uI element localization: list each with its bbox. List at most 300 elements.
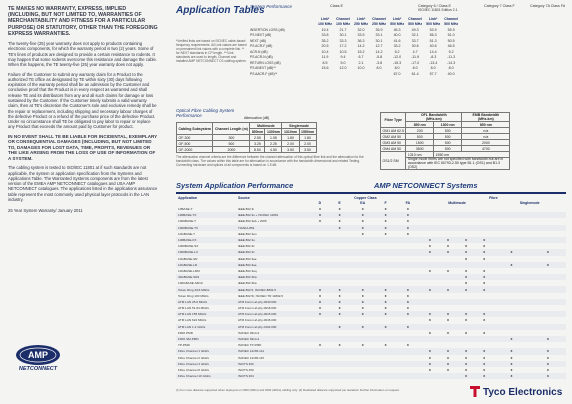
fibre-mark: x bbox=[546, 355, 549, 360]
row-label: PS ACR-N (dB) bbox=[250, 55, 273, 60]
app-source: IEEE 802.3ba bbox=[238, 281, 257, 286]
col-header: 1310nm bbox=[283, 129, 298, 134]
liability-paragraph: IN NO EVENT SHALL TE BE LIABLE FOR INCIDENTAL, EXEMPLARY OR CONSEQUENTIAL DAMAGES (INCLUDING, BUT NOT LIMITED TO, DAMAGES FOR LOST DATA, TIME, PROFITS, REVENUES OR THE LIKE ARISING FROM THE LOSS OF USE OF INFORMATION OF A SYSTEM. bbox=[8, 133, 158, 161]
copper-mark: x bbox=[330, 324, 349, 330]
table-cell: 2.55 bbox=[250, 135, 265, 141]
table-cell: -8.3 bbox=[430, 55, 437, 60]
copper-mark: x bbox=[395, 212, 421, 218]
system-performance-title: System Performance bbox=[250, 4, 293, 9]
table-cell bbox=[334, 71, 352, 77]
copper-mark: x bbox=[330, 311, 349, 317]
col-header: EA bbox=[360, 201, 366, 206]
col-subheader: 500 MHz bbox=[408, 22, 423, 27]
category-7a-label: Category 7A Class FA bbox=[530, 4, 566, 8]
table-row bbox=[177, 147, 317, 153]
row-label: ACR-N (dB) bbox=[250, 49, 268, 54]
copper-mark: x bbox=[376, 286, 395, 292]
table-cell: 4700 bbox=[462, 146, 510, 152]
table-cell: -5.8 bbox=[375, 55, 383, 60]
table-cell: 2.00 bbox=[299, 141, 316, 147]
fibre-bandwidth-section bbox=[380, 112, 565, 170]
col-header: Source bbox=[238, 195, 250, 200]
svg-text:Tyco Electronics: Tyco Electronics bbox=[483, 387, 563, 398]
copper-mark: x bbox=[338, 219, 341, 224]
copper-mark: x bbox=[361, 207, 364, 212]
copper-mark bbox=[349, 373, 376, 379]
copper-mark: x bbox=[384, 306, 387, 311]
col-subheader: 500 MHz bbox=[426, 22, 441, 27]
app-source: IEEE 802.5t, ISO/IEC TR 11802-5 bbox=[238, 293, 284, 298]
app-source: INCITS 406 bbox=[236, 361, 310, 367]
app-source: IEEE 802.3ab + 2005 bbox=[238, 219, 267, 224]
table-cell: 51.0 bbox=[447, 33, 455, 38]
col-header: Link* bbox=[428, 16, 438, 21]
table-cell: 1310 nm bbox=[406, 152, 434, 158]
copper-mark: x bbox=[338, 343, 341, 348]
table-cell: 8.50 bbox=[250, 147, 265, 153]
table-cell bbox=[352, 71, 370, 77]
table-cell: 6.7 bbox=[358, 55, 364, 60]
warranty-paragraph-2: Failure of the Customer to submit any warranty claim for a Product to the authorized TE office as designated by TE within sixty (30) days following expiration of the warranty period shall be an admission by the Customer and conclusive proof that the Product is in every respect as warranted and shall release TE and its distributors from any and all such claims for damage or loss sustained by the Customer. If the Customer timely submits a valid warranty claim, then at TE's discretion the Customer's sole and exclusive remedy shall be the repair or replacement, including shipping and necessary labour charges of the defective Product or a refund of the purchase price of the defective Product. Under no circumstance shall TE be obligated to pay labor to repair or replace any Product that exceeds the amount paid by Customer for product. bbox=[8, 71, 157, 130]
col-header: 850nm bbox=[251, 129, 263, 134]
col-header: FA bbox=[405, 201, 411, 206]
app-source: IEEE 802.3ba bbox=[236, 274, 310, 280]
fibre-mark: x bbox=[465, 281, 468, 286]
copper-mark: x bbox=[310, 299, 330, 305]
table-cell: 12.7 bbox=[375, 44, 383, 49]
fibre-mark: x bbox=[428, 355, 431, 360]
table-cell: 33.3 bbox=[339, 38, 347, 43]
col-header: Link* bbox=[392, 16, 402, 21]
fibre-mark: x bbox=[475, 286, 493, 292]
copper-mark: x bbox=[349, 225, 376, 231]
table-cell: 33.2 bbox=[393, 44, 401, 49]
divider bbox=[176, 192, 566, 194]
optical-note: The attenuation channel criteria are the difference between the channel attenuation of this optical fibre link and the attenuation for the bandwidth class. The values within this table are for attenuation in accordance with the bandwidth dimensional and related Testing. Connecting hardware and splices of all components is based on 1.5 dB. bbox=[176, 155, 364, 167]
fibre-mark: x bbox=[457, 274, 475, 280]
table-cell: 11.9 bbox=[321, 55, 329, 60]
app-source: INCITS 364 bbox=[236, 373, 310, 379]
col-header: E bbox=[338, 201, 341, 206]
table-cell: 14.4 bbox=[429, 49, 437, 54]
fibre-mark: x bbox=[475, 274, 493, 280]
col-header: Channel bbox=[444, 16, 459, 21]
table-cell: 300 bbox=[213, 135, 250, 141]
table-cell: 5.0 bbox=[340, 60, 346, 65]
table-cell: 200 bbox=[406, 128, 434, 134]
fibre-mark bbox=[421, 373, 439, 379]
table-cell: 46.5 bbox=[447, 44, 455, 49]
fibre-mark: x bbox=[428, 367, 431, 372]
app-name: ATM LAN 622 Mbit/s bbox=[178, 318, 207, 323]
fibre-mark: x bbox=[465, 268, 468, 273]
table-cell: 500 bbox=[434, 128, 462, 134]
table-cell: 55.9 bbox=[447, 27, 455, 32]
table-cell: 15.2 bbox=[357, 49, 365, 54]
app-name: ATM LAN 155 Mbit/s bbox=[176, 311, 236, 317]
table-row bbox=[176, 373, 566, 379]
copper-mark: x bbox=[361, 293, 364, 298]
row-label: OM1 AM 62.5 bbox=[382, 128, 404, 133]
fibre-mark: x bbox=[530, 361, 566, 367]
col-header: F bbox=[384, 201, 387, 206]
table-cell: 1.95 bbox=[265, 135, 282, 141]
app-name: 1000BASE-SX bbox=[178, 244, 199, 249]
fibre-mark: x bbox=[530, 249, 566, 255]
copper-mark: x bbox=[395, 311, 421, 317]
copper-mark: x bbox=[384, 207, 387, 212]
table-cell: 53.9 bbox=[429, 27, 437, 32]
fibre-mark: x bbox=[475, 373, 493, 379]
fibre-bandwidth-table bbox=[380, 112, 510, 170]
optical-fibre-table bbox=[176, 122, 317, 153]
table-cell: 1.80 bbox=[299, 135, 316, 141]
app-source: ISO/IEC 9314-3 bbox=[238, 330, 260, 335]
table-cell: -15.3 bbox=[392, 60, 402, 65]
class-e-note: Category 6 / Class E bbox=[418, 4, 451, 8]
copper-mark: x bbox=[376, 299, 395, 305]
fibre-mark: x bbox=[428, 330, 431, 335]
app-source: IEEE 802.3i bbox=[238, 207, 254, 212]
table-cell: 40.0 bbox=[447, 71, 455, 76]
fibre-mark: x bbox=[483, 367, 486, 372]
copper-mark: x bbox=[384, 219, 387, 224]
table-cell: 8.0 bbox=[412, 66, 418, 71]
fibre-mark: x bbox=[428, 268, 431, 273]
fibre-mark: x bbox=[475, 348, 493, 354]
fibre-mark: x bbox=[465, 355, 468, 360]
category-7-label: Category 7 Class F bbox=[484, 4, 515, 8]
app-name: 100GBASE-SR10 bbox=[178, 281, 203, 286]
app-source: ISO/IEC TP-PMD bbox=[238, 343, 262, 348]
table-cell: 500 bbox=[406, 134, 434, 140]
table-cell: 2.25 bbox=[265, 141, 282, 147]
fibre-mark: x bbox=[493, 348, 529, 354]
table-cell: 500 bbox=[213, 141, 250, 147]
fibre-mark: x bbox=[475, 311, 493, 317]
system-performance-table bbox=[248, 16, 460, 77]
table-cell: -11.3 bbox=[447, 55, 456, 60]
fibre-mark: x bbox=[483, 330, 486, 335]
col-header: Link* bbox=[356, 16, 366, 21]
app-name: 100BASE-TX bbox=[176, 212, 236, 218]
copper-mark: x bbox=[349, 311, 376, 317]
copper-mark: x bbox=[376, 311, 395, 317]
fibre-mark: x bbox=[510, 367, 513, 372]
application-tables-title: Application Tables bbox=[176, 5, 265, 16]
table-cell: 56.3 bbox=[429, 33, 437, 38]
row-label: PS ANEXT (dB)** bbox=[250, 66, 276, 71]
table-cell: 57.7 bbox=[429, 71, 437, 76]
fibre-mark: x bbox=[493, 262, 529, 268]
fibre-mark: x bbox=[457, 361, 475, 367]
system-application-title: System Application Performance bbox=[176, 181, 294, 190]
app-name: FDDI PMD bbox=[178, 330, 193, 335]
table-cell: 30.1 bbox=[339, 33, 347, 38]
table-cell: 33.5 bbox=[357, 33, 365, 38]
fibre-mark: x bbox=[475, 237, 493, 243]
col-header: OFL Bandwidth (MHz-km) bbox=[406, 113, 462, 122]
copper-mark: x bbox=[406, 207, 409, 212]
fibre-mark: x bbox=[465, 367, 468, 372]
copper-mark: x bbox=[349, 324, 376, 330]
copper-mark: x bbox=[318, 306, 321, 311]
copper-mark: x bbox=[361, 219, 364, 224]
row-label: OF-300 bbox=[177, 135, 213, 141]
app-name: Fibre Channel 10 Gbit/s bbox=[176, 373, 236, 379]
col-subheader: 250 MHz bbox=[354, 22, 369, 27]
fibre-mark: x bbox=[421, 237, 439, 243]
warranty-column bbox=[8, 6, 158, 218]
table-cell: 8.0 bbox=[430, 66, 436, 71]
fibre-mark: x bbox=[493, 373, 529, 379]
row-label: OM2 AM 50 bbox=[381, 134, 406, 140]
copper-mark: x bbox=[406, 219, 409, 224]
table-cell: Single mode fibres are not specified with bandwidth but are in accordance with IEC 60793-2-50 type B1.1 (OS1) and B1.3 (OS2) bbox=[406, 158, 510, 170]
fibre-mark: x bbox=[446, 355, 449, 360]
attenuation-label: Attenuation (dB) bbox=[244, 116, 270, 120]
col-subheader: 100 MHz bbox=[318, 22, 333, 27]
app-source: ATM Forum af-phy-0046.000 bbox=[238, 318, 277, 323]
table-cell: n/a bbox=[462, 128, 510, 134]
table-cell: 1.80 bbox=[282, 135, 299, 141]
fibre-mark: x bbox=[546, 367, 549, 372]
col-header: D bbox=[318, 201, 322, 206]
col-header: Multimode bbox=[250, 123, 282, 129]
fibre-mark: x bbox=[465, 256, 468, 261]
app-source: INCITS 450 bbox=[238, 367, 254, 372]
table-cell: 32.1 bbox=[411, 33, 419, 38]
row-label: RETURN LOSS (dB) bbox=[250, 60, 281, 65]
fibre-mark: x bbox=[475, 361, 493, 367]
copper-mark: x bbox=[406, 293, 409, 298]
app-name: 10GBASE-LRM bbox=[178, 268, 200, 273]
col-header: Copper Class bbox=[354, 195, 377, 200]
table-cell: 14.2 bbox=[357, 44, 365, 49]
fibre-mark: x bbox=[457, 373, 475, 379]
fibre-mark: x bbox=[428, 244, 431, 249]
copper-mark: x bbox=[338, 207, 341, 212]
table-cell: 51.3 bbox=[429, 38, 437, 43]
copper-mark: x bbox=[310, 212, 330, 218]
copper-mark: x bbox=[406, 231, 409, 236]
table-cell: 10.4 bbox=[321, 49, 329, 54]
table-cell: 36.3 bbox=[357, 38, 365, 43]
row-label: OF-2000 bbox=[177, 147, 213, 153]
app-name: Fibre Channel 2 Gbit/s bbox=[178, 355, 209, 360]
fibre-mark: x bbox=[493, 361, 529, 367]
table-cell: 3.50 bbox=[299, 147, 316, 153]
fibre-mark: x bbox=[439, 249, 457, 255]
copper-mark: x bbox=[406, 343, 409, 348]
table-cell: 32.0 bbox=[357, 27, 365, 32]
table-cell: -11.9 bbox=[411, 55, 420, 60]
app-source: IEEE 802.3z bbox=[236, 249, 310, 255]
app-source: IEEE 802.3u bbox=[236, 237, 310, 243]
copper-mark: x bbox=[395, 324, 421, 330]
table-cell: 5.2 bbox=[448, 49, 454, 54]
table-cell: 4.7 bbox=[412, 49, 418, 54]
app-name: 1000BASE-T bbox=[178, 219, 197, 224]
col-subheader: 100 MHz bbox=[336, 22, 351, 27]
fibre-mark: x bbox=[475, 249, 493, 255]
app-source: TIA/EIA-854 bbox=[236, 225, 310, 231]
table-cell: 9.4 bbox=[340, 55, 346, 60]
app-name: Token Ring 100 Mbit/s bbox=[178, 293, 209, 298]
svg-text:NETCONNECT: NETCONNECT bbox=[18, 366, 58, 372]
fibre-mark: x bbox=[530, 373, 566, 379]
fibre-mark: x bbox=[457, 286, 475, 292]
fibre-mark: x bbox=[421, 286, 439, 292]
app-source: IEEE 802.5, ISO/IEC 8802-5 bbox=[236, 286, 310, 292]
fibre-mark: x bbox=[446, 268, 449, 273]
col-header: Cabling Subsystem bbox=[177, 123, 213, 135]
table-cell: 41.6 bbox=[393, 38, 401, 43]
fibre-mark: x bbox=[465, 244, 468, 249]
table-cell: 40.0 bbox=[393, 33, 401, 38]
app-name: ATM LAN 25.6 Mbit/s bbox=[176, 299, 236, 305]
copper-mark: x bbox=[338, 293, 341, 298]
table-cell: 45.3 bbox=[393, 27, 401, 32]
table-cell: 2.00 bbox=[282, 141, 299, 147]
fibre-mark: x bbox=[465, 330, 468, 335]
table-cell: -13.4 bbox=[429, 60, 438, 65]
fibre-mark: x bbox=[446, 330, 449, 335]
fibre-mark: x bbox=[483, 268, 486, 273]
col-header: 850 nm bbox=[406, 122, 434, 128]
fibre-mark: x bbox=[530, 336, 566, 342]
table-cell: 1550 nm bbox=[434, 152, 510, 158]
fibre-mark: x bbox=[439, 237, 457, 243]
copper-mark: x bbox=[361, 306, 364, 311]
app-name: ATM LAN 51.84 Mbit/s bbox=[178, 306, 209, 311]
copper-mark bbox=[376, 373, 395, 379]
warranty-paragraph-1: The twenty-five (25) year warranty does not apply to products containing electronic components, for which the warranty period is two (2) years. Some of TE's lines of products are designed to provide a certain resistance to rodents. It may happen that some rodents overcome this resistance and damage the cable. When this happens, the TE twenty-five (25) year warranty does not apply. bbox=[8, 41, 157, 68]
app-source: ATM Forum af-phy-0040.000 bbox=[236, 299, 310, 305]
app-source: IEEE 802.3u + ISO/IEC 11801 bbox=[236, 212, 310, 218]
copper-mark: x bbox=[318, 207, 321, 212]
table-cell: OS1/2 SM bbox=[381, 152, 406, 170]
row-label: PS NEXT (dB) bbox=[250, 33, 272, 38]
application-table-section bbox=[176, 192, 566, 379]
table-cell: 10.5 bbox=[339, 49, 347, 54]
fibre-mark: x bbox=[530, 348, 566, 354]
table-cell: 35.2 bbox=[321, 38, 329, 43]
amp-netconnect-logo bbox=[12, 343, 80, 373]
row-label: NEXT (dB) bbox=[250, 38, 266, 43]
fibre-mark: x bbox=[493, 249, 529, 255]
col-header: Channel bbox=[336, 16, 350, 21]
table-cell: 2000 bbox=[213, 147, 250, 153]
table-cell bbox=[316, 71, 334, 77]
warranty-footer: 25 Year System Warranty/ January 2011 bbox=[8, 208, 83, 214]
table-cell: 33.7 bbox=[411, 38, 419, 43]
app-source: IEEE 802.3ae bbox=[236, 262, 310, 268]
table-cell: 12.0 bbox=[339, 66, 347, 71]
copper-mark bbox=[310, 373, 330, 379]
class-e-note-2: ISO/IEC 11801 Edition 2.1 bbox=[418, 8, 458, 12]
col-header: Fibre bbox=[489, 195, 498, 200]
table-cell: 49.3 bbox=[411, 27, 419, 32]
table-cell: 14.2 bbox=[375, 49, 383, 54]
table-cell: 4.50 bbox=[265, 147, 282, 153]
copper-mark: x bbox=[376, 225, 395, 231]
table-cell: 3500 bbox=[406, 146, 434, 152]
app-source: ATM Forum af-phy-0015.000 bbox=[236, 311, 310, 317]
app-source: ISO/IEC 14165-114 bbox=[236, 348, 310, 354]
table-cell: 500 bbox=[434, 140, 462, 146]
app-name: 10GBASE-T bbox=[178, 231, 196, 236]
copper-mark: x bbox=[376, 324, 395, 330]
copper-mark: x bbox=[384, 343, 387, 348]
copper-mark: x bbox=[318, 293, 321, 298]
table-cell: 3.25 bbox=[250, 141, 265, 147]
copper-mark: x bbox=[361, 343, 364, 348]
fibre-mark: x bbox=[483, 355, 486, 360]
fibre-mark: x bbox=[510, 355, 513, 360]
app-name: 10GBASE-LR bbox=[176, 262, 236, 268]
col-subheader: 250 MHz bbox=[372, 22, 387, 27]
fibre-mark: x bbox=[457, 348, 475, 354]
col-subheader: 500 MHz bbox=[390, 22, 405, 27]
copper-mark: x bbox=[349, 212, 376, 218]
table-cell bbox=[370, 71, 388, 77]
app-source: ISO/IEC 9314-4 bbox=[236, 336, 310, 342]
row-label: OM3 AM 50 bbox=[381, 140, 406, 146]
app-name: Fibre Channel 8 Gbit/s bbox=[178, 367, 209, 372]
fibre-mark: x bbox=[457, 237, 475, 243]
fibre-mark: x bbox=[457, 311, 475, 317]
row-label: OM4 AM 50 bbox=[381, 146, 406, 152]
table-cell: 61.4 bbox=[411, 71, 419, 76]
table-cell: 21.7 bbox=[339, 27, 347, 32]
fibre-mark: x bbox=[483, 244, 486, 249]
app-source: ATM Forum af-phy-0018.000 bbox=[238, 306, 277, 311]
col-subheader: 500 MHz bbox=[444, 22, 459, 27]
copper-mark: x bbox=[330, 212, 349, 218]
copper-mark: x bbox=[406, 306, 409, 311]
table-cell: 67.0 bbox=[393, 71, 401, 76]
warranty-paragraph-4: The cabling system is tested to ISO/IEC 11801 at if such standards are not applicable, the system or application specification from the Systems and Applications Table. The Warranted Systems components are from the latest version of the EMEA AMP NETCONNECT catalogues and USA AMP NETCONNECT catalogues. The applications listed in the applications assurance table represent the most commonly used physical layer protocols in the LAN industry. bbox=[8, 165, 158, 203]
app-source: ISO/IEC 14165-115 bbox=[238, 355, 264, 360]
table-cell: 33.1 bbox=[375, 33, 383, 38]
col-header: Application bbox=[178, 195, 198, 200]
fibre-mark bbox=[439, 373, 457, 379]
col-header: EMB Bandwidth (MHz-km) bbox=[462, 113, 510, 122]
table-cell: 8.5 bbox=[322, 60, 328, 65]
table-cell: 33.8 bbox=[321, 33, 329, 38]
table-cell: -12.0 bbox=[392, 55, 402, 60]
app-source: IEEE 802.3z bbox=[238, 244, 255, 249]
table-cell: -14.3 bbox=[447, 60, 456, 65]
row-label: PS AACR-F (dB)** bbox=[250, 71, 278, 76]
col-header: 1300 nm bbox=[434, 122, 462, 128]
warranty-heading: TE MAKES NO WARRANTY, EXPRESS, IMPLIED (INCLUDING, BUT NOT LIMITED TO, WARRANTIES OF MERCHANTABILITY AND FITNESS FOR A PARTICULAR PURPOSE) OR STATUTORY, OTHER THAN THE FOREGOING EXPRESS WARRANTIES. bbox=[8, 6, 158, 37]
table-cell: 1500 bbox=[406, 140, 434, 146]
table-cell: 8.0 bbox=[376, 66, 382, 71]
amp-netconnect-systems-title: AMP NETCONNECT Systems bbox=[374, 181, 478, 190]
copper-mark: x bbox=[330, 286, 349, 292]
fibre-mark: x bbox=[483, 281, 486, 286]
row-label: INSERTION LOSS (dB) bbox=[250, 27, 285, 32]
fibre-mark: x bbox=[421, 249, 439, 255]
table-cell: 30.1 bbox=[375, 38, 383, 43]
table-cell: 8.0 bbox=[448, 66, 454, 71]
fibre-mark: x bbox=[421, 361, 439, 367]
table-cell: 8.0 bbox=[394, 66, 400, 71]
copper-mark: x bbox=[395, 225, 421, 231]
copper-mark: x bbox=[349, 299, 376, 305]
